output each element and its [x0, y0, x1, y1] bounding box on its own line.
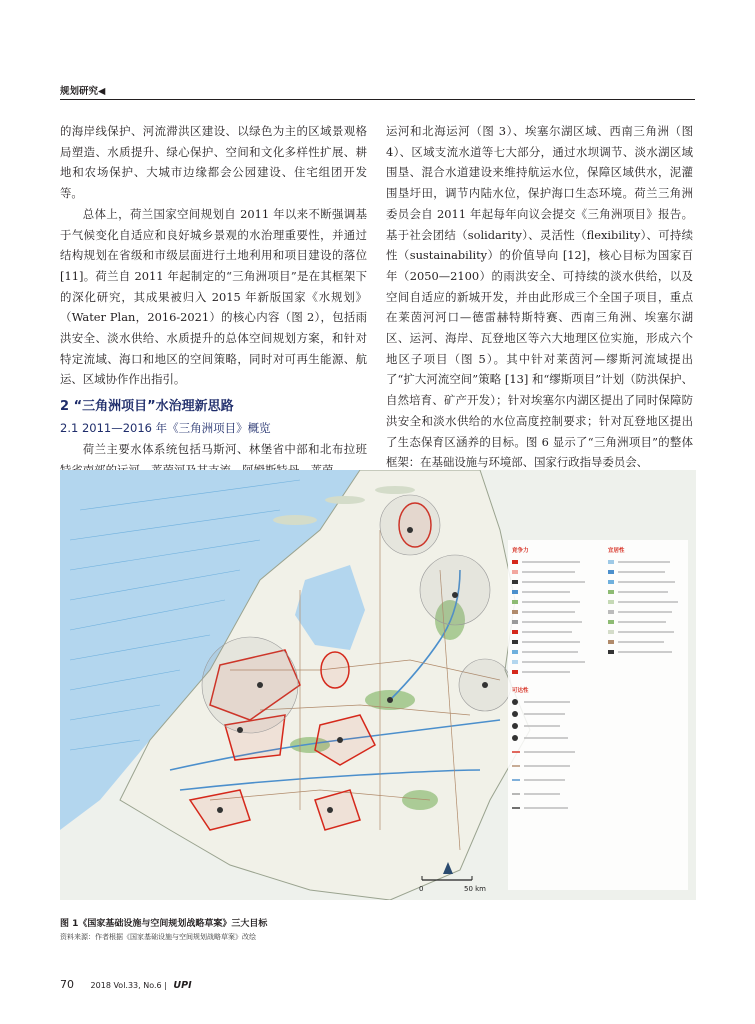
wadden-island — [375, 486, 415, 494]
wadden-island — [273, 515, 317, 525]
header-section: 规划研究 — [60, 86, 99, 97]
left-paragraph-2: 总体上，荷兰国家空间规划自 2011 年以来不断强调基于气候变化自适应和良好城乡景观的水治理重要性，并通过结构规划在省级和市级层面进行土地利用和项目建设的落位 [11]。荷兰自 2011 年起制定的“三角洲项目”是在其框架下的深化研究，其成果被归入 2015 年新版国家《水规划》（Water Plan，2016-2021）的核心内容（图 2），包括雨洪安全、淡水供给、水质提升的总体空间规划方案，和针对特定流域、海口和地区的空间策略，同时对可再生能源、航运、区域协作作出指引。 — [60, 206, 367, 387]
page-number: 70 — [60, 978, 74, 991]
scale-zero: 0 — [419, 885, 424, 893]
left-paragraph-3: 荷兰主要水体系统包括马斯河、林堡省中部和北布拉班 — [82, 442, 367, 457]
legend-competitiveness: 竞争力 — [512, 548, 529, 554]
journal-issue: 2018 Vol.33, No.6 — [90, 981, 162, 990]
journal-logo: UPI — [173, 980, 192, 991]
header-divider — [60, 99, 695, 100]
right-paragraph-1: 运河和北海运河（图 3）、埃塞尔湖区域、西南三角洲（图 4）、区域支流水道等七大部分，通过水坝调节、淡水湖区域围垦、混合水道建设来维持航运水位，保障区域供水，泥灌围垦圩田，调节内陆水位，保护海口生态环境。荷兰三角洲委员会自 2011 年起每年向议会提交《三角洲项目》报告。基于社会团结（solidarity）、灵活性（flexibility）、可持续性（sustainability）的价值导向 [12]，核心目标为国家百年（2050—2100）的雨洪安全、可持续的淡水供给，以及空间自适应的新城开发，并由此形成三个全国子项目，重点在莱茵河河口—德雷赫特斯特赛、西南三角洲、埃塞尔湖区、运河、海岸、瓦登地区等六大地理区位实施，形成六个地区子项目（图 5）。其中针对莱茵河—缪斯河流域提出了“扩大河流空间”策略 [13] 和“缪斯项目”计划（防洪保护、自然培育、矿产开发）；针对埃塞尔内湖区提出了同时保障防洪安全和淡水供给的水位高度控制要求；针对瓦登地区提出了生态保育区涵养的目标。图 6 显示了“三角洲项目”的整体框架：在基础设施与环境部、国家行政指导委员会、 — [386, 124, 693, 470]
left-text-column — [60, 121, 367, 481]
right-text-column — [386, 121, 693, 473]
running-header — [60, 83, 105, 97]
footer-separator: | — [164, 981, 167, 990]
figure-source: 资料来源：作者根据《国家基础设施与空间规划战略草案》改绘 — [60, 933, 256, 941]
netherlands-map — [60, 470, 696, 900]
header-marker: ◀ — [98, 86, 106, 97]
section-heading: 2 “三角洲项目”水治理新思路 — [60, 399, 234, 415]
scale-label: 50 km — [464, 885, 487, 893]
legend-livability: 宜居性 — [608, 548, 625, 554]
left-paragraph-1: 的海岸线保护、河流滞洪区建设、以绿色为主的区域景观格局塑造、水质提升、绿心保护、空间和文化多样性扩展、耕地和农场保护、大城市边缘都会公园建设、住宅组团开发等。 — [60, 124, 367, 201]
figure-caption: 图 1《国家基础设施与空间规划战略草案》三大目标 — [60, 919, 268, 929]
subsection-heading: 2.1 2011—2016 年《三角洲项目》概览 — [60, 421, 271, 436]
page-footer — [60, 978, 192, 991]
wadden-island — [325, 496, 365, 504]
figure-map — [60, 470, 696, 900]
legend-accessibility: 可达性 — [512, 688, 529, 694]
